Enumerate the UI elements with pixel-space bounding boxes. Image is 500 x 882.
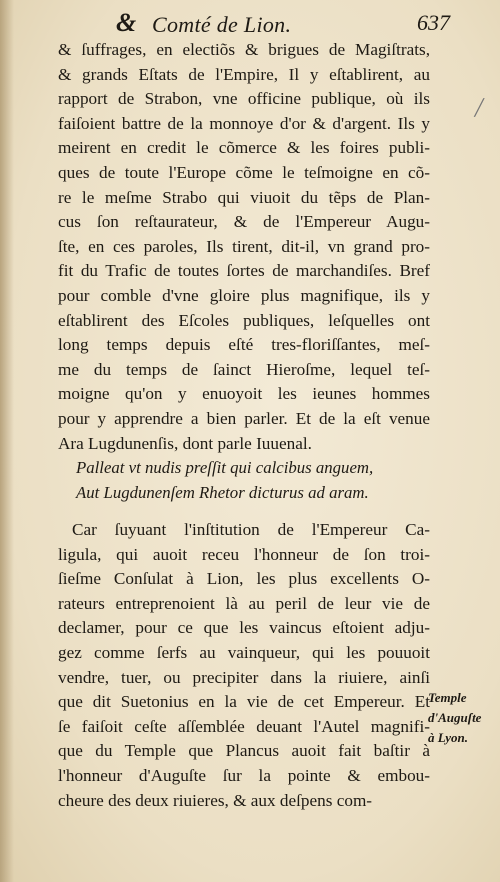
text-line: que du Temple que Plancus auoit fait baſtir à bbox=[58, 741, 430, 761]
margin-note-line: à Lyon. bbox=[428, 730, 468, 745]
text-line: meirent en credit le cõmerce & les foires publi- bbox=[58, 138, 430, 158]
paragraph-1 bbox=[58, 38, 430, 456]
text-line: pour comble d'vne gloire plus magnifique, ils y bbox=[58, 285, 430, 305]
running-title: Comté de Lion. bbox=[152, 12, 292, 37]
text-line: declamer, pour ce que les vaincus eſtoient adju- bbox=[58, 618, 430, 638]
text-line: ſe faiſoit ceſte aſſemblée deuant l'Autel magnifi- bbox=[58, 716, 430, 736]
text-line: rateurs entreprenoient là au peril de leur vie de bbox=[58, 593, 430, 613]
text-line: Ara Lugdunenſis, dont parle Iuuenal. bbox=[58, 433, 312, 453]
text-line: l'honneur d'Auguſte ſur la pointe & embou- bbox=[58, 765, 430, 785]
text-line: pour y apprendre a bien parler. Et de la eſt venue bbox=[58, 408, 430, 428]
text-line: ſieſme Conſulat à Lion, les plus excellents O- bbox=[58, 569, 430, 589]
margin-note bbox=[428, 688, 498, 748]
header-ornament: & bbox=[116, 8, 137, 37]
text-line: ligula, qui auoit receu l'honneur de ſon troi- bbox=[58, 544, 430, 564]
text-line: eſtablirent des Eſcoles publiques, leſquelles ont bbox=[58, 310, 430, 330]
text-line: re le meſme Strabo qui viuoit du tẽps de Plan- bbox=[58, 187, 430, 207]
text-line: moigne qu'on y enuoyoit les ieunes hommes bbox=[58, 384, 430, 404]
text-line: long temps depuis eſté tres-floriſſantes, meſ- bbox=[58, 335, 430, 355]
text-line: cheure des deux riuieres, & aux deſpens com- bbox=[58, 790, 373, 810]
latin-quotation bbox=[76, 456, 416, 505]
page-number: 637 bbox=[417, 10, 450, 35]
text-line: que dit Suetonius en la vie de cet Empereur. Et bbox=[58, 692, 430, 712]
paragraph-2 bbox=[58, 518, 430, 813]
text-line: rapport de Strabon, vne officine publique, où ils bbox=[58, 89, 430, 109]
text-line: vendre, tuer, ou precipiter dans la riuiere, ainſi bbox=[58, 667, 430, 687]
text-line: Car ſuyuant l'inſtitution de l'Empereur Ca- bbox=[72, 520, 430, 539]
text-line: Aut Lugdunenſem Rhetor dicturus ad aram. bbox=[76, 482, 369, 502]
text-line: & ſuffrages, en electiõs & brigues de Magiſtrats, bbox=[58, 40, 430, 59]
text-line: fit du Trafic de toutes ſortes de marchandiſes. Bref bbox=[58, 261, 430, 281]
margin-mark: ╱ bbox=[474, 100, 484, 117]
text-line: ques de toute l'Europe cõme le teſmoigne en cõ- bbox=[58, 162, 430, 182]
margin-note-line: d'Auguſte bbox=[428, 710, 482, 725]
text-line: me du temps de ſainct Hieroſme, lequel teſ- bbox=[58, 359, 430, 379]
text-line: faiſoient battre de la monnoye d'or & d'argent. Ils y bbox=[58, 113, 430, 133]
text-line: cus ſon reſtaurateur, & de l'Empereur Augu- bbox=[58, 212, 430, 232]
running-header bbox=[60, 6, 460, 40]
text-line: & grands Eſtats de l'Empire, Il y eſtablirent, au bbox=[58, 64, 430, 84]
text-line: Palleat vt nudis preſſit qui calcibus anguem, bbox=[76, 458, 374, 477]
text-line: gez comme ſerfs au vainqueur, qui les pouuoit bbox=[58, 642, 430, 662]
page-gutter-shadow bbox=[0, 0, 14, 882]
text-line: ſte, en ces paroles, Ils tirent, dit-il, vn grand pro- bbox=[58, 236, 430, 256]
margin-note-line: Temple bbox=[428, 690, 467, 705]
